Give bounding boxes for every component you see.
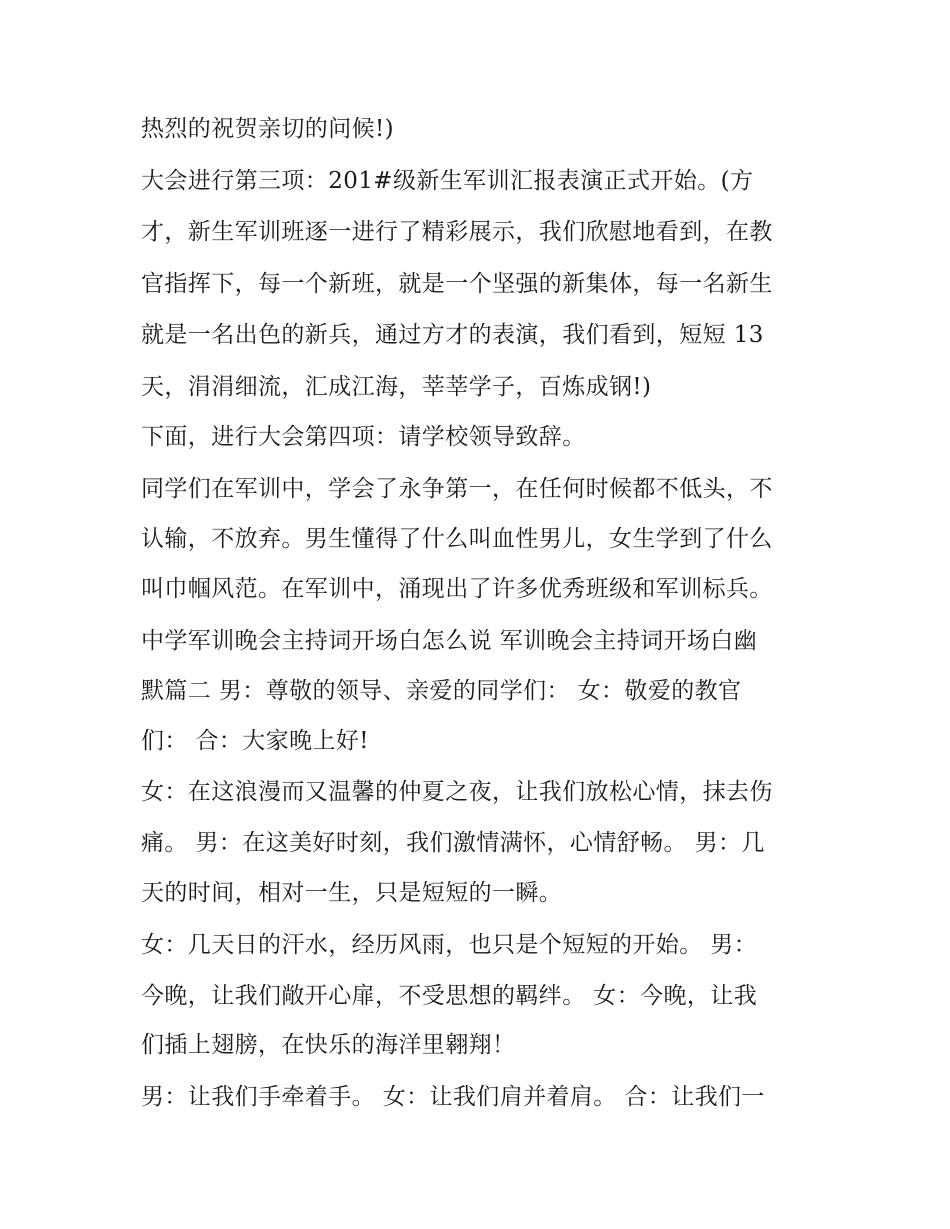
text-line: 下面，进行大会第四项：请学校领导致辞。 — [141, 424, 586, 450]
text-line: 女：在这浪漫而又温馨的仲夏之夜，让我们放松心情，抹去伤 — [141, 779, 773, 805]
text-line: 们插上翅膀，在快乐的海洋里翱翔！ — [141, 1032, 516, 1058]
text-line: 叫巾帼风范。在军训中，涌现出了许多优秀班级和军训标兵。 — [141, 576, 773, 602]
text-line: 男：让我们手牵着手。 女：让我们肩并着肩。 合：让我们一 — [141, 1084, 765, 1110]
text-line: 官指挥下，每一个新班，就是一个坚强的新集体，每一名新生 — [141, 271, 773, 297]
text-line: 认输，不放弃。男生懂得了什么叫血性男儿，女生学到了什么 — [141, 526, 773, 552]
text-line: 同学们在军训中，学会了永争第一，在任何时候都不低头，不 — [141, 476, 773, 502]
text-line: 热烈的祝贺亲切的问候!) — [141, 116, 395, 142]
text-line: 大会进行第三项：201#级新生军训汇报表演正式开始。(方 — [141, 168, 754, 194]
text-line: 就是一名出色的新兵，通过方才的表演，我们看到，短短 13 — [141, 322, 764, 348]
text-line: 痛。 男：在这美好时刻，我们激情满怀，心情舒畅。 男：几 — [141, 830, 765, 856]
text-line: 才，新生军训班逐一进行了精彩展示，我们欣慰地看到，在教 — [141, 219, 773, 245]
text-line: 中学军训晚会主持词开场白怎么说 军训晚会主持词开场白幽 — [141, 628, 758, 654]
text-line: 天，涓涓细流，汇成江海，莘莘学子，百炼成钢!) — [141, 374, 652, 400]
text-line: 女：几天日的汗水，经历风雨，也只是个短短的开始。 男： — [141, 932, 758, 958]
text-line: 天的时间，相对一生，只是短短的一瞬。 — [141, 880, 563, 906]
text-line: 今晚，让我们敞开心扉，不受思想的羁绊。 女：今晚，让我 — [141, 983, 758, 1009]
text-line: 们： 合：大家晚上好! — [141, 728, 369, 754]
text-line: 默篇二 男：尊敬的领导、亲爱的同学们： 女：敬爱的教官 — [141, 678, 742, 704]
